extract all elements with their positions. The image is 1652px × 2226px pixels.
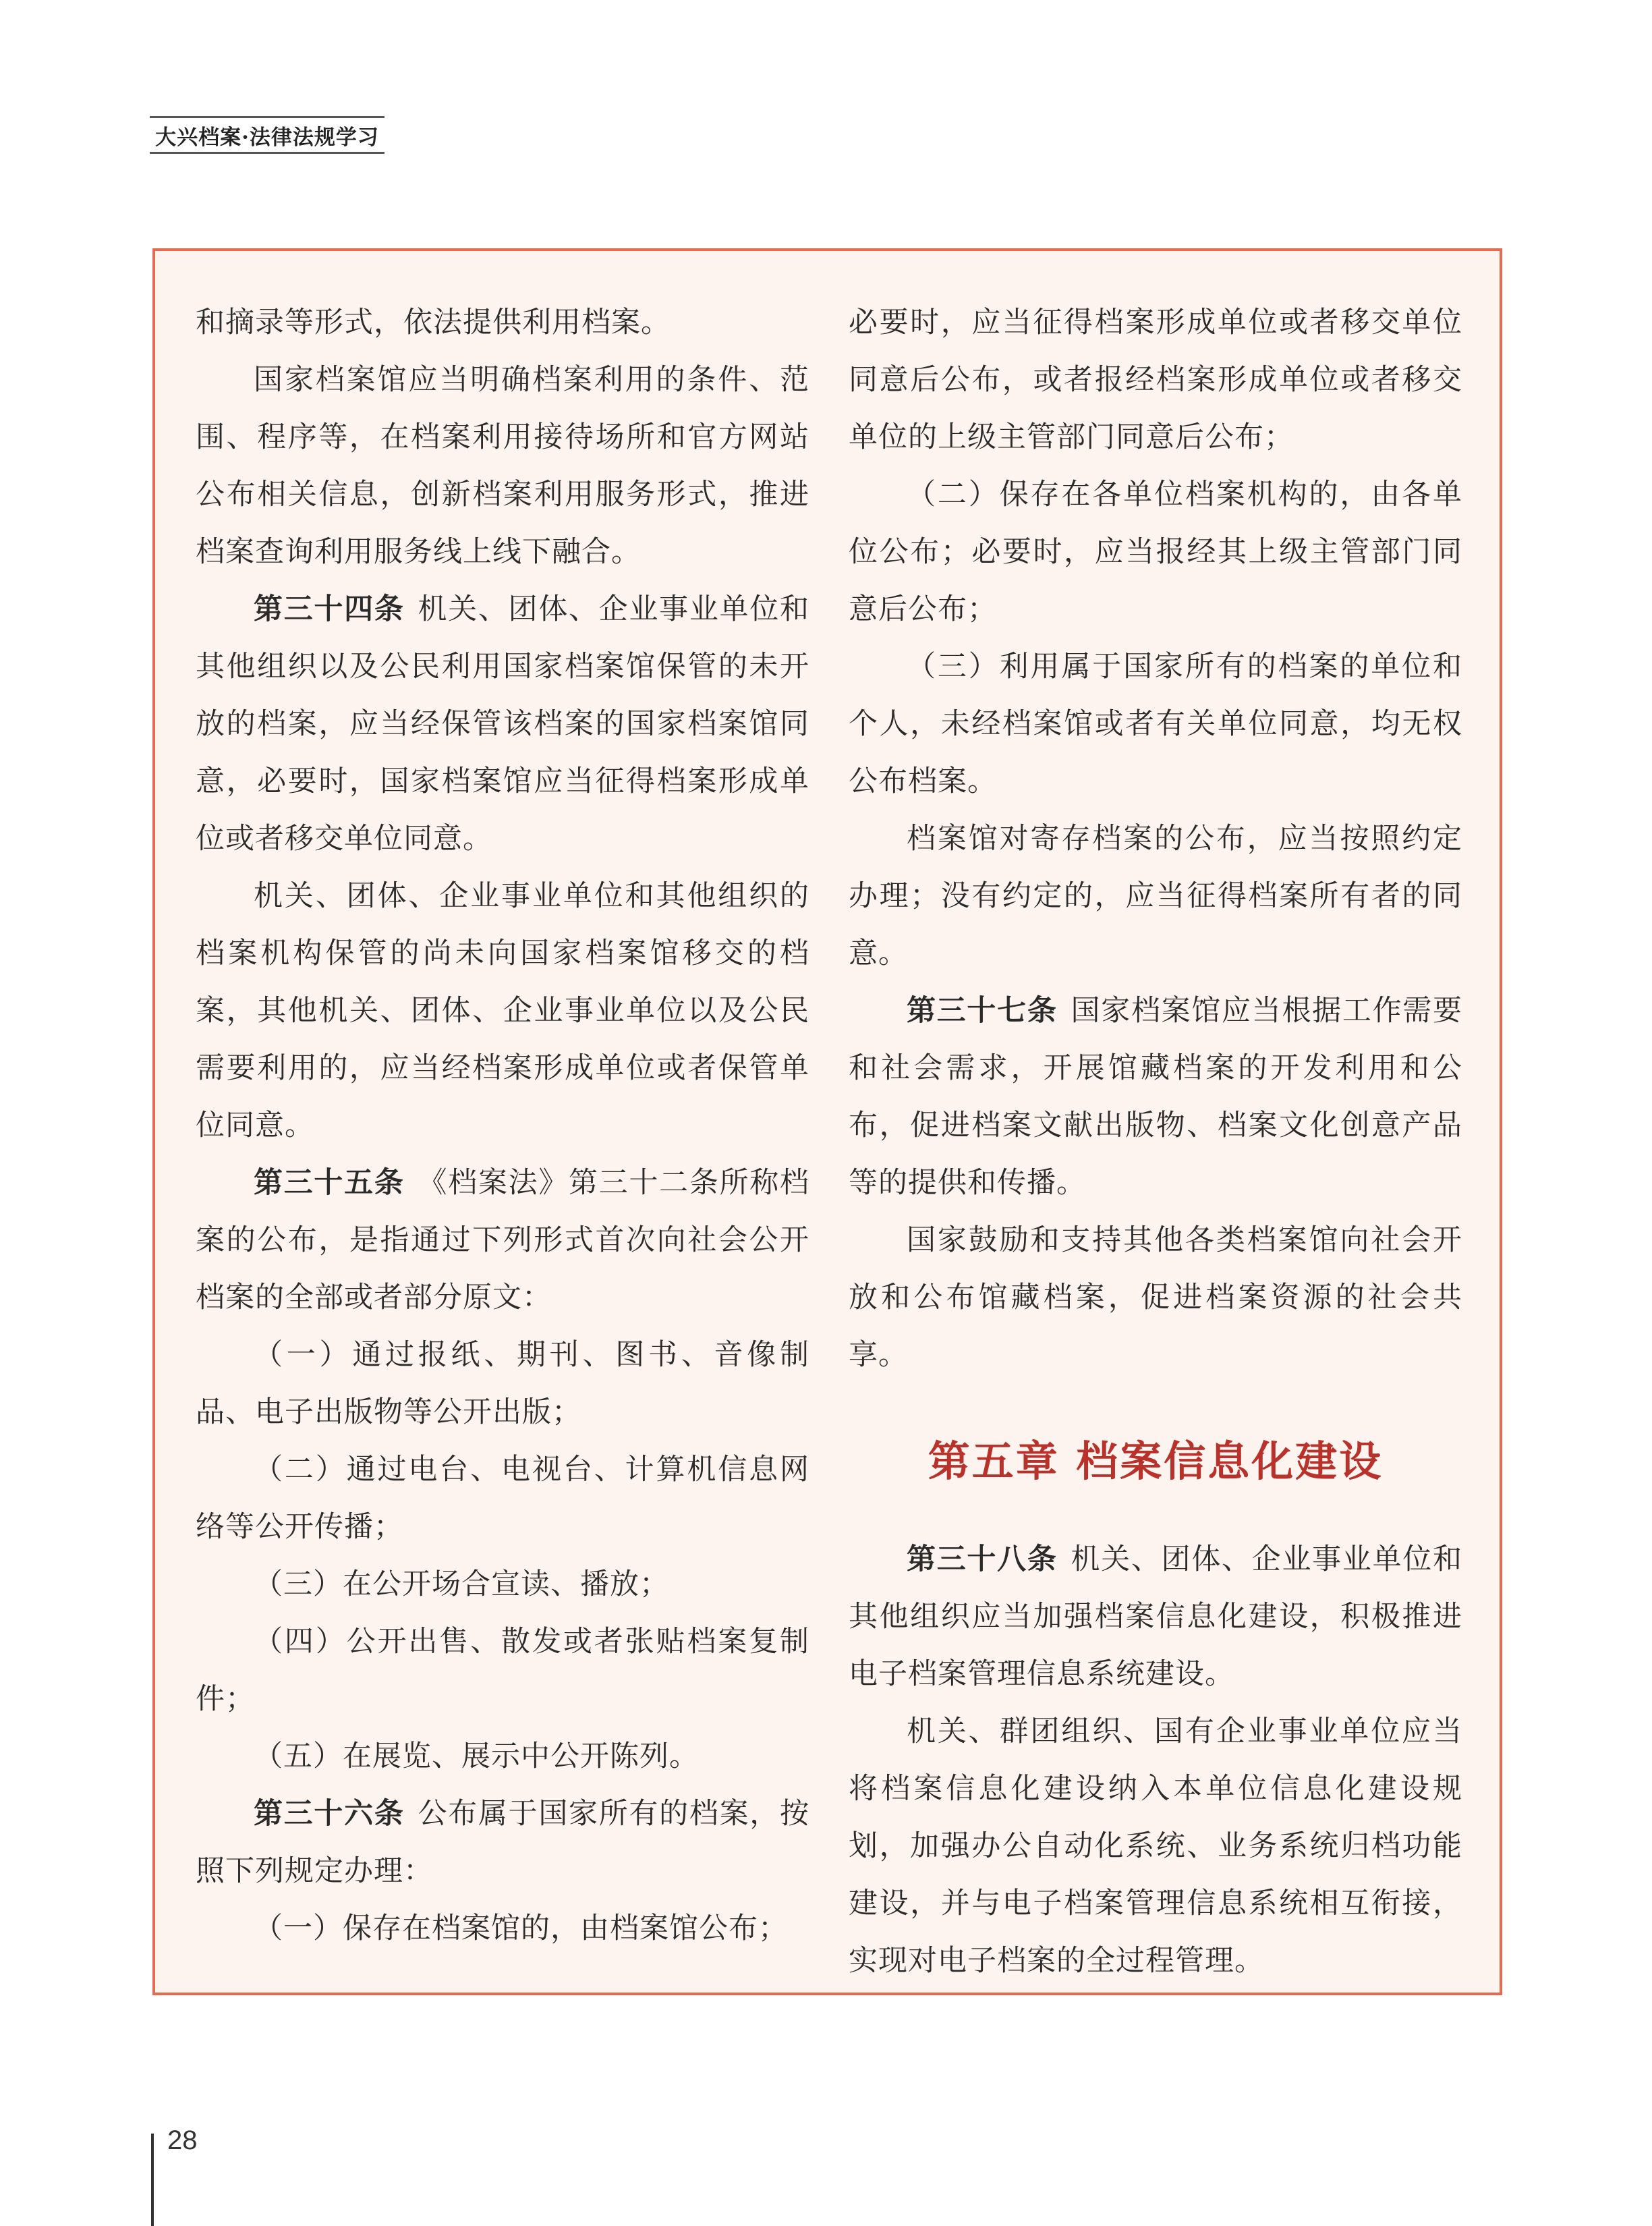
article-label: 第三十六条 bbox=[254, 1797, 405, 1831]
footer-rule bbox=[151, 2134, 154, 2226]
article-label: 第三十五条 bbox=[254, 1166, 405, 1200]
paragraph: （二）保存在各单位档案机构的，由各单位公布；必要时，应当报经其上级主管部门同意后公布； bbox=[849, 478, 1462, 626]
paragraph: （二）通过电台、电视台、计算机信息网络等公开传播； bbox=[196, 1453, 809, 1544]
paragraph: （三）在公开场合宣读、播放； bbox=[254, 1567, 669, 1601]
article-paragraph bbox=[196, 1785, 809, 1900]
article-paragraph bbox=[196, 1154, 809, 1327]
paragraph: 国家鼓励和支持其他各类档案馆向社会开放和公布馆藏档案，促进档案资源的社会共享。 bbox=[849, 1223, 1462, 1372]
article-paragraph bbox=[196, 581, 809, 868]
running-header bbox=[150, 116, 384, 154]
paragraph: （三）利用属于国家所有的档案的单位和个人，未经档案馆或者有关单位同意，均无权公布档案。 bbox=[849, 650, 1462, 798]
paragraph: （四）公开出售、散发或者张贴档案复制件； bbox=[196, 1625, 809, 1716]
article-text: 机关、团体、企业事业单位和其他组织以及公民利用国家档案馆保管的未开放的档案，应当经保管该档案的国家档案馆同意，必要时，国家档案馆应当征得档案形成单位或者移交单位同意。 bbox=[196, 592, 810, 856]
article-text: 公布属于国家所有的档案，按照下列规定办理： bbox=[196, 1797, 810, 1888]
left-column bbox=[196, 294, 809, 1957]
right-column bbox=[849, 294, 1462, 1990]
article-paragraph bbox=[849, 982, 1462, 1212]
header-title: 大兴档案·法律法规学习 bbox=[155, 125, 379, 150]
paragraph: 机关、团体、企业事业单位和其他组织的档案机构保管的尚未向国家档案馆移交的档案，其他机关、团体、企业事业单位以及公民需要利用的，应当经档案形成单位或者保管单位同意。 bbox=[196, 879, 809, 1142]
chapter-heading: 第五章 档案信息化建设 bbox=[928, 1437, 1384, 1486]
content-panel bbox=[152, 248, 1502, 1995]
article-text: 机关、团体、企业事业单位和其他组织应当加强档案信息化建设，积极推进电子档案管理信息系统建设。 bbox=[849, 1542, 1463, 1691]
article-text: 《档案法》第三十二条所称档案的公布，是指通过下列形式首次向社会公开档案的全部或者部分原文： bbox=[196, 1166, 810, 1314]
paragraph: 国家档案馆应当明确档案利用的条件、范围、程序等，在档案利用接待场所和官方网站公布相关信息，创新档案利用服务形式，推进档案查询利用服务线上线下融合。 bbox=[196, 363, 809, 569]
paragraph: （一）保存在档案馆的，由档案馆公布； bbox=[254, 1912, 788, 1945]
article-label: 第三十七条 bbox=[907, 994, 1058, 1028]
paragraph-continuation: 必要时，应当征得档案形成单位或者移交单位同意后公布，或者报经档案形成单位或者移交单位的上级主管部门同意后公布； bbox=[849, 306, 1462, 454]
paragraph-continuation: 和摘录等形式，依法提供利用档案。 bbox=[196, 306, 671, 339]
page-number: 28 bbox=[167, 2125, 198, 2155]
paragraph: （五）在展览、展示中公开陈列。 bbox=[254, 1740, 699, 1773]
paragraph: （一）通过报纸、期刊、图书、音像制品、电子出版物等公开出版； bbox=[196, 1338, 809, 1429]
article-label: 第三十四条 bbox=[254, 592, 405, 626]
article-label: 第三十八条 bbox=[907, 1542, 1058, 1576]
article-text: 国家档案馆应当根据工作需要和社会需求，开展馆藏档案的开发利用和公布，促进档案文献出版物、档案文化创意产品等的提供和传播。 bbox=[849, 994, 1463, 1200]
article-paragraph bbox=[849, 1531, 1462, 1703]
paragraph: 档案馆对寄存档案的公布，应当按照约定办理；没有约定的，应当征得档案所有者的同意。 bbox=[849, 822, 1462, 970]
paragraph: 机关、群团组织、国有企业事业单位应当将档案信息化建设纳入本单位信息化建设规划，加强办公自动化系统、业务系统归档功能建设，并与电子档案管理信息系统相互衔接，实现对电子档案的全过程管理。 bbox=[849, 1715, 1462, 1978]
